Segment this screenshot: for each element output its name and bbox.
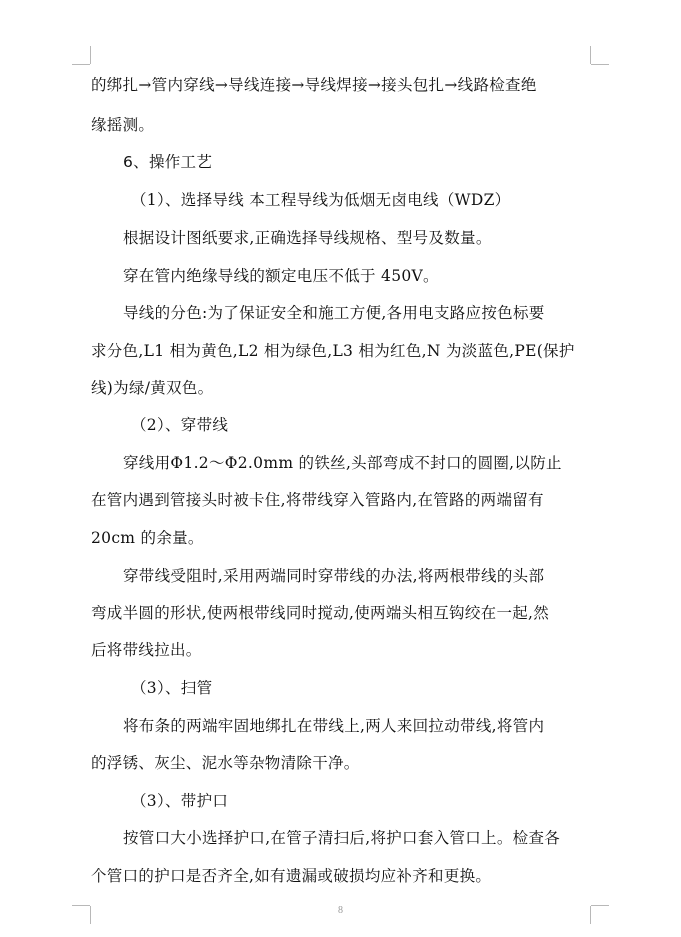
crop-mark-top-right-h	[591, 64, 609, 65]
section-heading: 6、操作工艺	[123, 153, 213, 171]
text-line: 根据设计图纸要求,正确选择导线规格、型号及数量。	[123, 229, 492, 247]
text-line: 按管口大小选择护口,在管子清扫后,将护口套入管口上。检查各	[123, 829, 561, 847]
text-line: 的绑扎→管内穿线→导线连接→导线焊接→接头包扎→线路检查绝	[91, 76, 537, 94]
crop-mark-top-left-h	[72, 64, 90, 65]
text-line: 20cm 的余量。	[91, 529, 204, 547]
text-line: 穿在管内绝缘导线的额定电压不低于 450V。	[123, 267, 439, 285]
text-line: 在管内遇到管接头时被卡住,将带线穿入管路内,在管路的两端留有	[91, 491, 544, 509]
text-line: 求分色,L1 相为黄色,L2 相为绿色,L3 相为红色,N 为淡蓝色,PE(保护	[91, 342, 575, 360]
subsection-heading: （2）、穿带线	[131, 416, 229, 434]
text-line: 弯成半圆的形状,使两根带线同时搅动,使两端头相互钩绞在一起,然	[91, 604, 550, 622]
subsection-heading: （3）、带护口	[131, 792, 229, 810]
text-line: 穿带线受阻时,采用两端同时穿带线的办法,将两根带线的头部	[123, 567, 545, 585]
text-line: 缘摇测。	[91, 116, 155, 134]
text-line: 穿线用Φ1.2～Φ2.0mm 的铁丝,头部弯成不封口的圆圈,以防止	[123, 454, 562, 472]
text-line: 个管口的护口是否齐全,如有遗漏或破损均应补齐和更换。	[91, 867, 492, 885]
crop-mark-top-right-v	[590, 46, 591, 64]
text-line: 后将带线拉出。	[91, 641, 202, 659]
text-line: 线)为绿/黄双色。	[91, 379, 214, 397]
text-line: 将布条的两端牢固地绑扎在带线上,两人来回拉动带线,将管内	[123, 717, 545, 735]
page-number: 8	[338, 905, 343, 916]
subsection-heading: （1）、选择导线 本工程导线为低烟无卤电线（WDZ）	[131, 191, 511, 209]
subsection-heading: （3）、扫管	[131, 679, 213, 697]
text-line: 导线的分色:为了保证安全和施工方便,各用电支路应按色标要	[123, 304, 545, 322]
crop-mark-top-left-v	[90, 46, 91, 64]
text-line: 的浮锈、灰尘、泥水等杂物清除干净。	[91, 754, 360, 772]
